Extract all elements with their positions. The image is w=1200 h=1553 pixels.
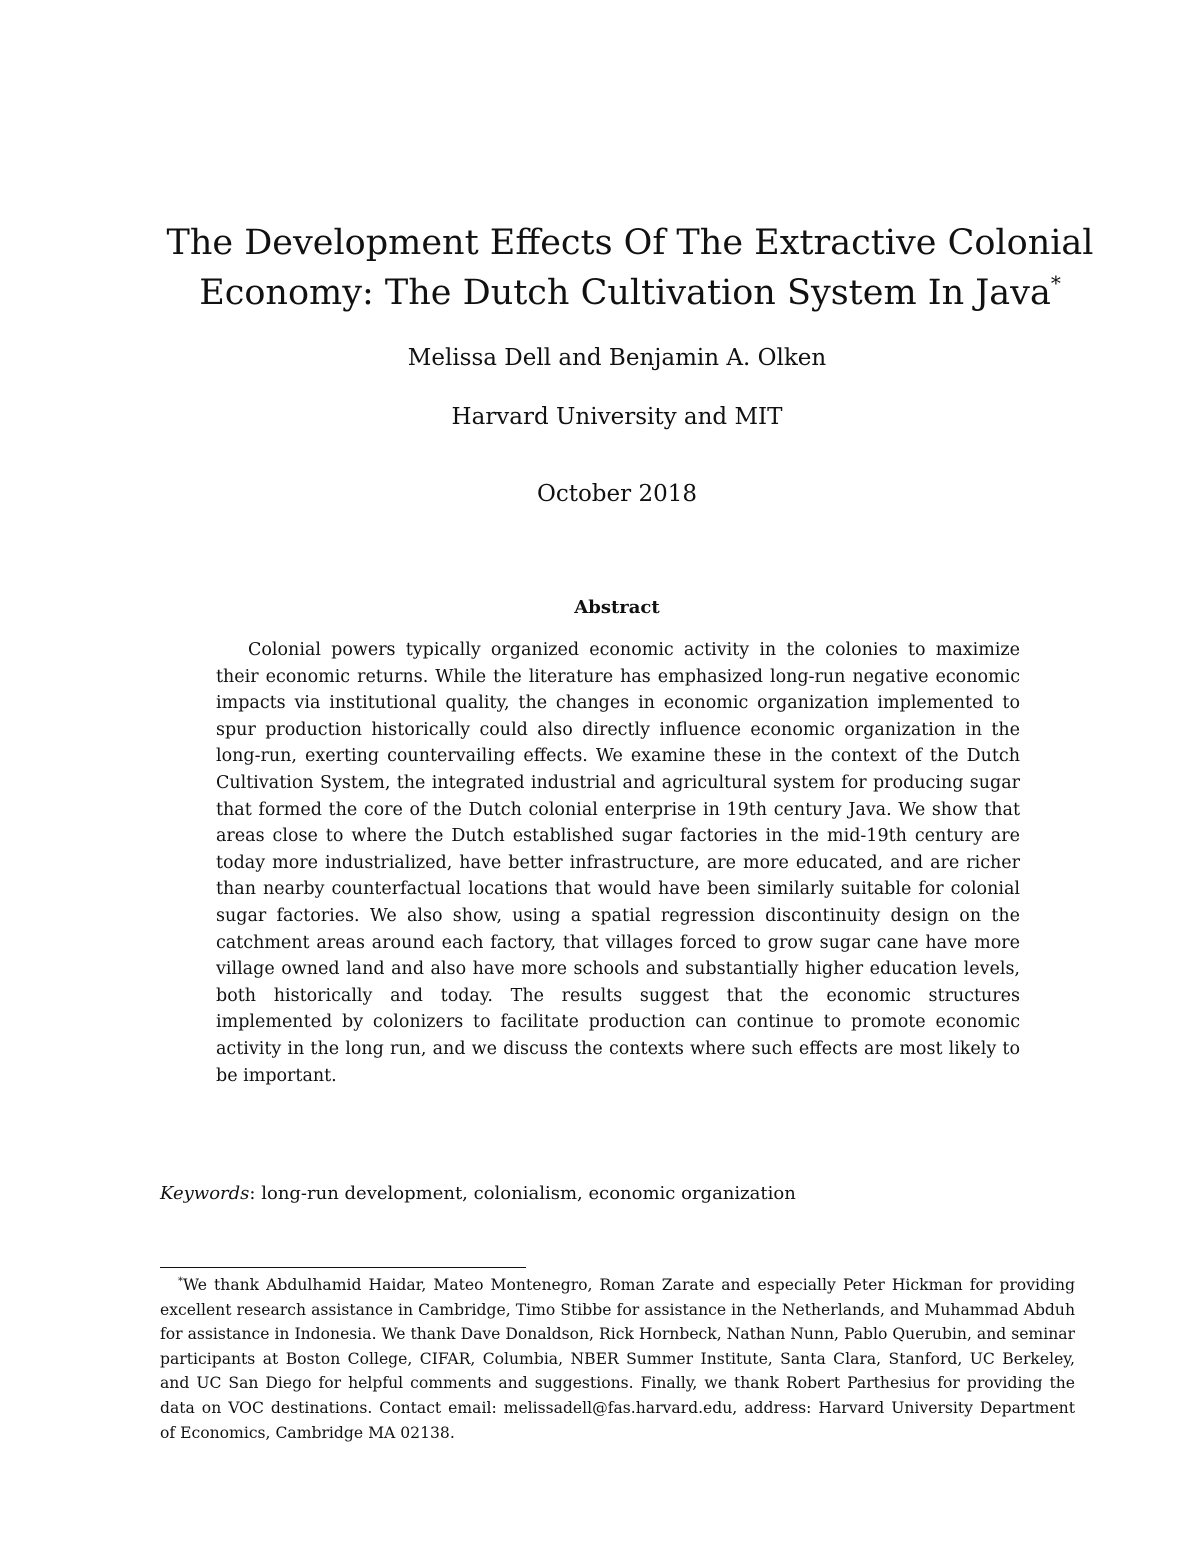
keywords-label: Keywords — [160, 1183, 250, 1204]
footnote-text: We thank Abdulhamid Haidar, Mateo Montenegro, Roman Zarate and especially Peter Hickman for providing excellent research assistance in Cambridge, Timo Stibbe for assistance in the Netherlands, and Muhammad Abduh for assistance in Indonesia. We thank Dave Donaldson, Rick Hornbeck, Nathan Nunn, Pablo Querubin, and seminar participants at Boston College, CIFAR, Columbia, NBER Summer Institute, Santa Clara, Stanford, UC Berkeley, and UC San Diego for helpful comments and suggestions. Finally, we thank Robert Parthesius for providing the data on VOC destinations. Contact email: melissadell@fas.harvard.edu, address: Harvard University Department of Economics, Cambridge MA 02138. — [160, 1276, 1075, 1442]
keywords — [160, 1183, 796, 1204]
paper-title-line-2 — [130, 268, 1130, 318]
abstract-heading: Abstract — [574, 597, 660, 618]
footnote-marker: * — [178, 1276, 183, 1287]
paper-title — [130, 218, 1130, 318]
footnote — [160, 1273, 1075, 1445]
footnote-rule — [160, 1267, 526, 1268]
title-footnote-marker[interactable]: * — [1050, 271, 1061, 295]
paper-title-line-1: The Development Effects Of The Extractive Colonial — [166, 223, 1094, 263]
keywords-separator: : — [249, 1183, 256, 1204]
publication-date: October 2018 — [536, 481, 697, 507]
keywords-text: long-run development, colonialism, economic organization — [261, 1183, 796, 1204]
abstract-body: Colonial powers typically organized economic activity in the colonies to maximize their economic returns. While the literature has emphasized long-run negative economic impacts via institutional quality, the changes in economic organization implemented to spur production historically could also directly influence economic organization in the long-run, exerting countervailing effects. We examine these in the context of the Dutch Cultivation System, the integrated industrial and agricultural system for producing sugar that formed the core of the Dutch colonial enterprise in 19th century Java. We show that areas close to where the Dutch established sugar factories in the mid-19th century are today more industrialized, have better infrastructure, are more educated, and are richer than nearby counterfactual locations that would have been similarly suitable for colonial sugar factories. We also show, using a spatial regression discontinuity design on the catchment areas around each factory, that villages forced to grow sugar cane have more village owned land and also have more schools and substantially higher education levels, both historically and today. The results suggest that the economic structures implemented by colonizers to facilitate production can continue to promote economic activity in the long run, and we discuss the contexts where such effects are most likely to be important. — [216, 640, 1020, 1086]
affiliation: Harvard University and MIT — [451, 404, 783, 430]
authors: Melissa Dell and Benjamin A. Olken — [407, 345, 827, 371]
paper-title-line-2-text: Economy: The Dutch Cultivation System In Java — [199, 273, 1051, 313]
